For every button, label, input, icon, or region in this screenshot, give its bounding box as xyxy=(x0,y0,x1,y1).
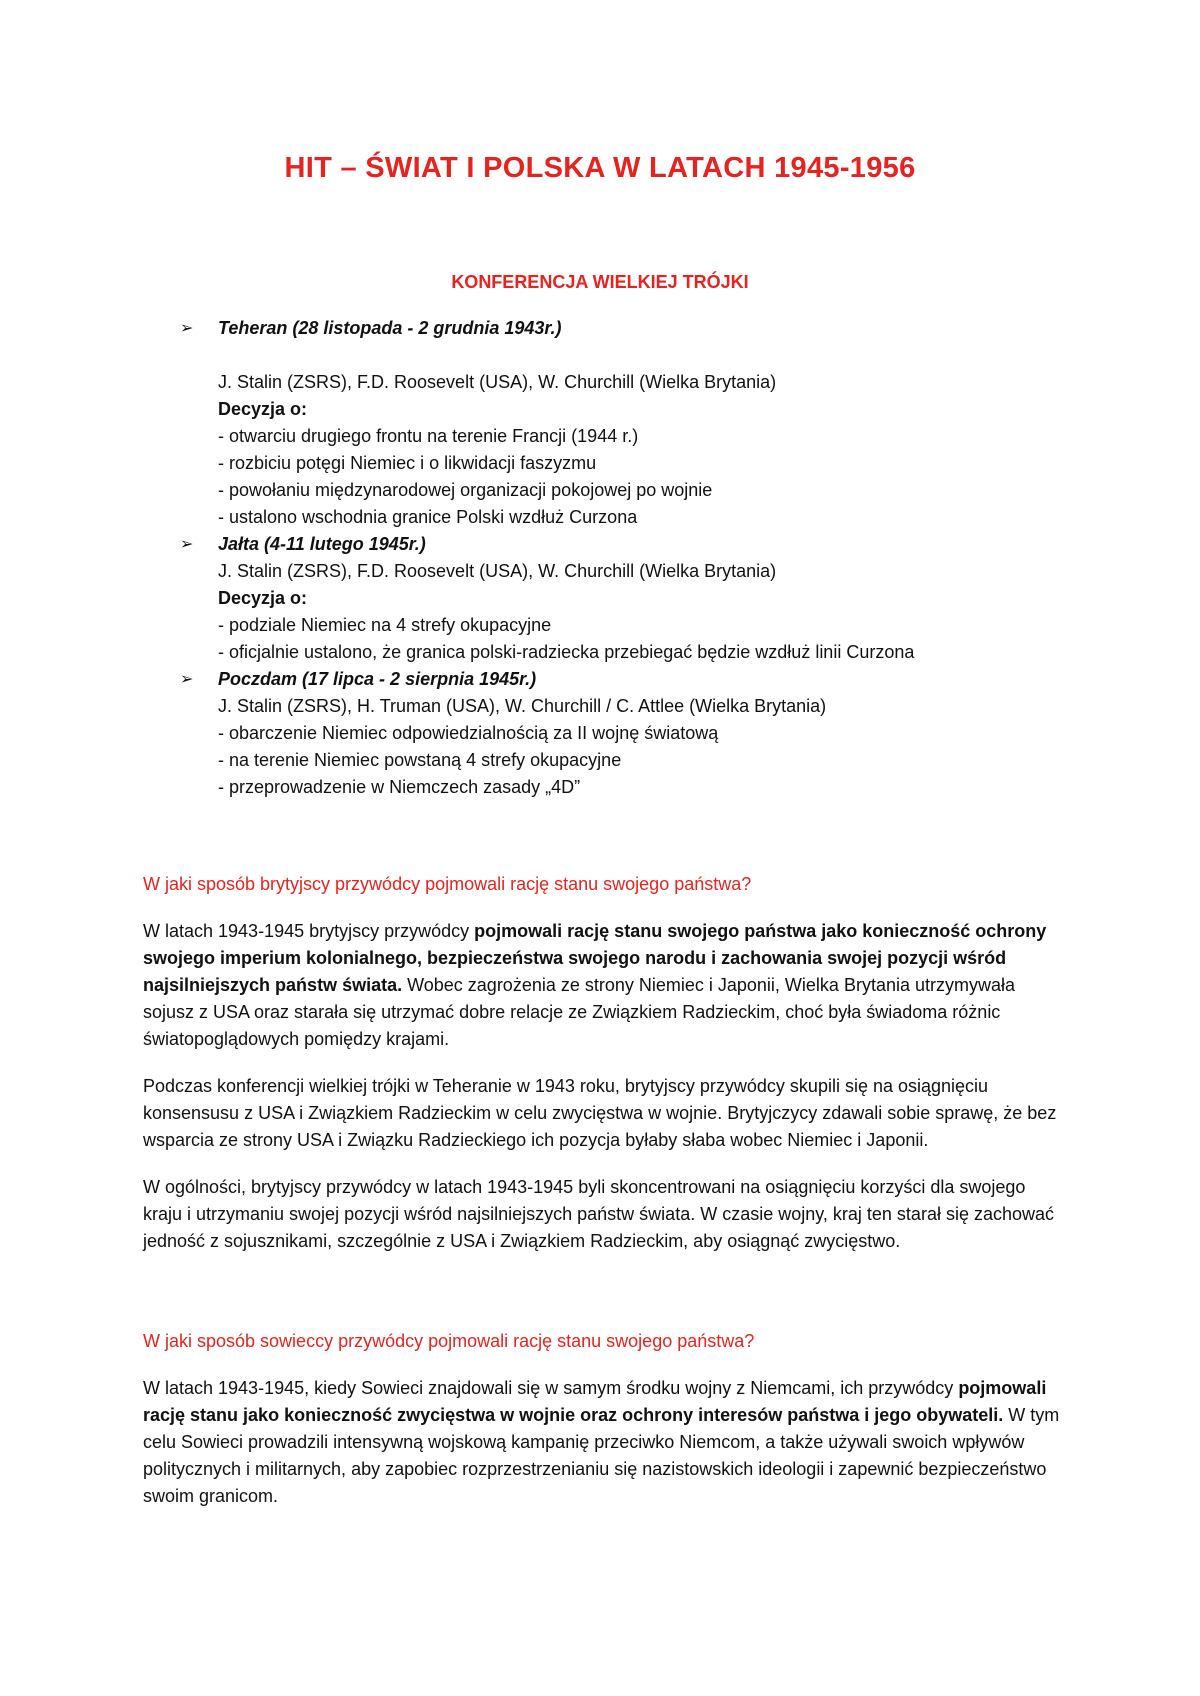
list-item: - obarczenie Niemiec odpowiedzialnością za II wojnę światową xyxy=(218,723,719,743)
list-item: - na terenie Niemiec powstaną 4 strefy okupacyjne xyxy=(218,750,622,770)
decision-label: Decyzja o: xyxy=(218,399,308,419)
page-title: HIT – ŚWIAT I POLSKA W LATACH 1945-1956 xyxy=(284,152,916,184)
answer-paragraph: W ogólności, brytyjscy przywódcy w latach 1943-1945 byli skoncentrowani na osiągnięciu korzyści dla swojego kraju i utrzymaniu swojej pozycji wśród najsilniejszych państw świata. W czasie wojny, kraj ten starał się zachować jedność z sojusznikami, szczególnie z USA i Związkiem Radzieckim, aby osiągnąć zwycięstwo. xyxy=(143,1177,1055,1251)
list-item: - otwarciu drugiego frontu na terenie Francji (1944 r.) xyxy=(218,426,639,446)
list-item: - oficjalnie ustalono, że granica polski-radziecka przebiegać będzie wzdłuż linii Curzona xyxy=(218,642,915,662)
conference-heading: Jałta (4-11 lutego 1945r.) xyxy=(218,534,426,554)
conference-heading: Teheran (28 listopada - 2 grudnia 1943r.) xyxy=(218,318,562,338)
answer-paragraph: Podczas konferencji wielkiej trójki w Teheranie w 1943 roku, brytyjscy przywódcy skupili się na osiągnięciu konsensusu z USA i Związkiem Radzieckim w celu zwycięstwa w wojnie. Brytyjczycy zdawali sobie sprawę, że bez wsparcia ze strony USA i Związku Radzieckiego ich pozycja byłaby słaba wobec Niemiec i Japonii. xyxy=(143,1076,1057,1150)
section-subtitle: KONFERENCJA WIELKIEJ TRÓJKI xyxy=(451,272,749,292)
question-heading: W jaki sposób sowieccy przywódcy pojmowali rację stanu swojego państwa? xyxy=(143,1331,755,1351)
participants: J. Stalin (ZSRS), H. Truman (USA), W. Churchill / C. Attlee (Wielka Brytania) xyxy=(218,696,827,716)
question-british xyxy=(143,871,1068,1255)
list-item: - ustalono wschodnia granice Polski wzdłuż Curzona xyxy=(218,507,638,527)
conference-poczdam xyxy=(0,669,1200,804)
list-item: - powołaniu międzynarodowej organizacji pokojowej po wojnie xyxy=(218,480,713,500)
question-heading: W jaki sposób brytyjscy przywódcy pojmowali rację stanu swojego państwa? xyxy=(143,874,752,894)
list-item: - rozbiciu potęgi Niemiec i o likwidacji faszyzmu xyxy=(218,453,597,473)
answer-paragraph: W latach 1943-1945, kiedy Sowieci znajdowali się w samym środku wojny z Niemcami, ich przywódcy pojmowali rację stanu jako konieczność zwycięstwa w wojnie oraz ochrony interesów państwa i jego obywateli. W tym celu Sowieci prowadzili intensywną wojskową kampanię przeciwko Niemcom, a także używali swoich wpływów politycznych i militarnych, aby zapobiec rozprzestrzenianiu się nazistowskich ideologii i zapewnić bezpieczeństwo swoim granicom. xyxy=(143,1378,1060,1506)
answer-paragraph: W latach 1943-1945 brytyjscy przywódcy pojmowali rację stanu swojego państwa jako konieczność ochrony swojego imperium kolonialnego, bezpieczeństwa swojego narodu i zachowania swojej pozycji wśród najsilniejszych państw świata. Wobec zagrożenia ze strony Niemiec i Japonii, Wielka Brytania utrzymywała sojusz z USA oraz starała się utrzymać dobre relacje ze Związkiem Radzieckim, choć była świadoma różnic światopoglądowych pomiędzy krajami. xyxy=(143,921,1047,1049)
arrow-bullet-icon: ➢ xyxy=(180,671,194,688)
list-item: - podziale Niemiec na 4 strefy okupacyjne xyxy=(218,615,552,635)
list-item: - przeprowadzenie w Niemczech zasady „4D” xyxy=(218,777,581,797)
decision-label: Decyzja o: xyxy=(218,588,308,608)
conference-heading: Poczdam (17 lipca - 2 sierpnia 1945r.) xyxy=(218,669,537,689)
conference-jalta xyxy=(0,534,1200,669)
conference-teheran xyxy=(0,318,1200,534)
question-soviet xyxy=(143,1328,1068,1510)
arrow-bullet-icon: ➢ xyxy=(180,536,194,553)
participants: J. Stalin (ZSRS), F.D. Roosevelt (USA), W. Churchill (Wielka Brytania) xyxy=(218,372,777,392)
participants: J. Stalin (ZSRS), F.D. Roosevelt (USA), W. Churchill (Wielka Brytania) xyxy=(218,561,777,581)
arrow-bullet-icon: ➢ xyxy=(180,320,194,337)
